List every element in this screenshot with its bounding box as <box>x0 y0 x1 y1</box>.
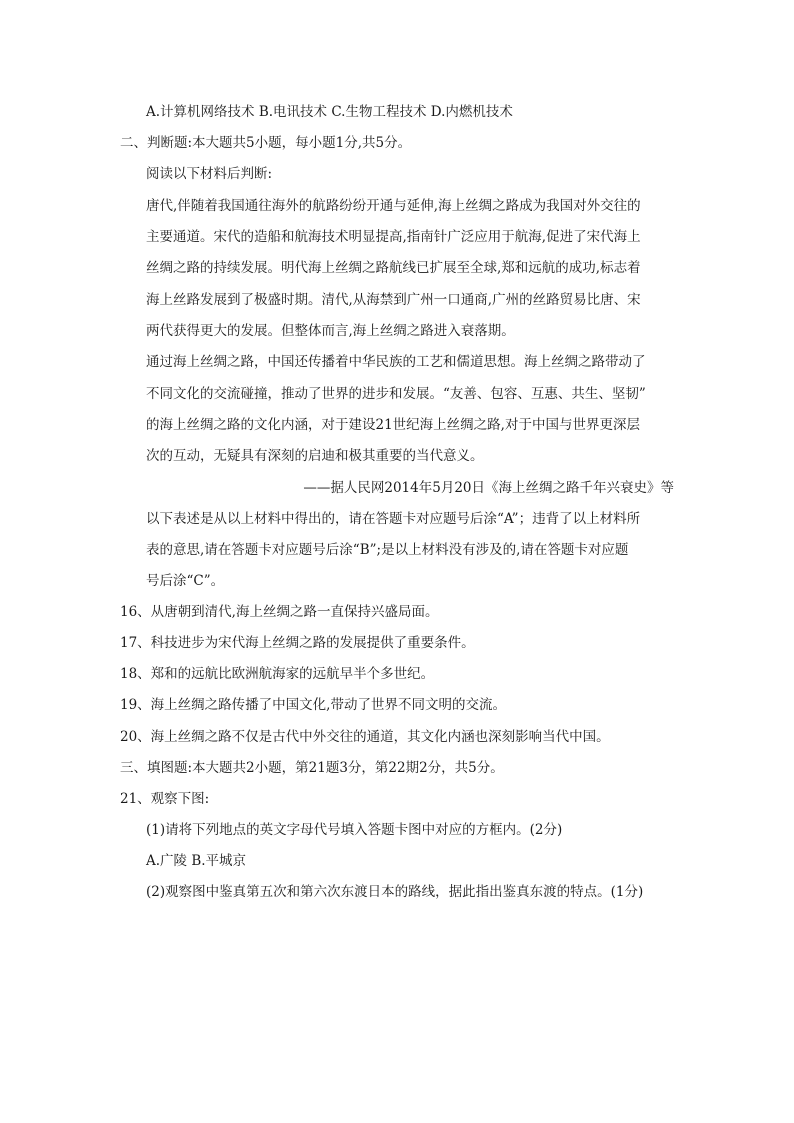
material-line: 次的互动，无疑具有深刻的启迪和极其重要的当代意义。 <box>146 448 484 464</box>
question-19: 19、海上丝绸之路传播了中国文化,带动了世界不同文明的交流。 <box>120 697 506 713</box>
instruction-line: 表的意思,请在答题卡对应题号后涂“B”;是以上材料没有涉及的,请在答题卡对应题 <box>146 542 629 558</box>
question-18: 18、郑和的远航比欧洲航海家的远航早半个多世纪。 <box>120 666 435 682</box>
material-line: 唐代,伴随着我国通往海外的航路纷纷开通与延伸,海上丝绸之路成为我国对外交往的 <box>146 198 641 214</box>
question-16: 16、从唐朝到清代,海上丝绸之路一直保持兴盛局面。 <box>120 604 439 620</box>
question-20: 20、海上丝绸之路不仅是古代中外交往的通道，其文化内涵也深刻影响当代中国。 <box>120 729 610 745</box>
section2-intro: 阅读以下材料后判断: <box>146 166 273 182</box>
material-line: 的海上丝绸之路的文化内涵，对于建设21世纪海上丝绸之路,对于中国与世界更深层 <box>146 417 640 433</box>
question-17: 17、科技进步为宋代海上丝绸之路的发展提供了重要条件。 <box>120 635 475 651</box>
question-21-part1-options: A.广陵 B.平城京 <box>146 853 247 869</box>
instruction-line: 以下表述是从以上材料中得出的，请在答题卡对应题号后涂“A”；违背了以上材料所 <box>146 511 641 527</box>
material-source: ——据人民网2014年5月20日《海上丝绸之路千年兴衰史》等 <box>303 480 674 496</box>
question-21-part1: (1)请将下列地点的英文字母代号填入答题卡图中对应的方框内。(2分) <box>146 822 563 838</box>
material-line: 通过海上丝绸之路，中国还传播着中华民族的工艺和儒道思想。海上丝绸之路带动了 <box>146 354 646 370</box>
material-line: 不同文化的交流碰撞，推动了世界的进步和发展。“友善、包容、互惠、共生、坚韧” <box>146 386 646 402</box>
instruction-line: 号后涂“C”。 <box>146 573 225 589</box>
question-21: 21、观察下图: <box>120 791 210 807</box>
material-line: 主要通道。宋代的造船和航海技术明显提高,指南针广泛应用于航海,促进了宋代海上 <box>146 229 641 245</box>
material-line: 海上丝路发展到了极盛时期。清代,从海禁到广州一口通商,广州的丝路贸易比唐、宋 <box>146 292 641 308</box>
question-21-part2: (2)观察图中鉴真第五次和第六次东渡日本的路线，据此指出鉴真东渡的特点。(1分) <box>146 884 644 900</box>
q15-options: A.计算机网络技术 B.电讯技术 C.生物工程技术 D.内燃机技术 <box>146 104 513 120</box>
section3-title: 三、填图题:本大题共2小题，第21题3分，第22期2分，共5分。 <box>120 760 504 776</box>
material-line: 两代获得更大的发展。但整体而言,海上丝绸之路进入衰落期。 <box>146 323 515 339</box>
material-line: 丝绸之路的持续发展。明代海上丝绸之路航线已扩展至全球,郑和远航的成功,标志着 <box>146 260 641 276</box>
section2-title: 二、判断题:本大题共5小题，每小题1分,共5分。 <box>120 135 412 151</box>
